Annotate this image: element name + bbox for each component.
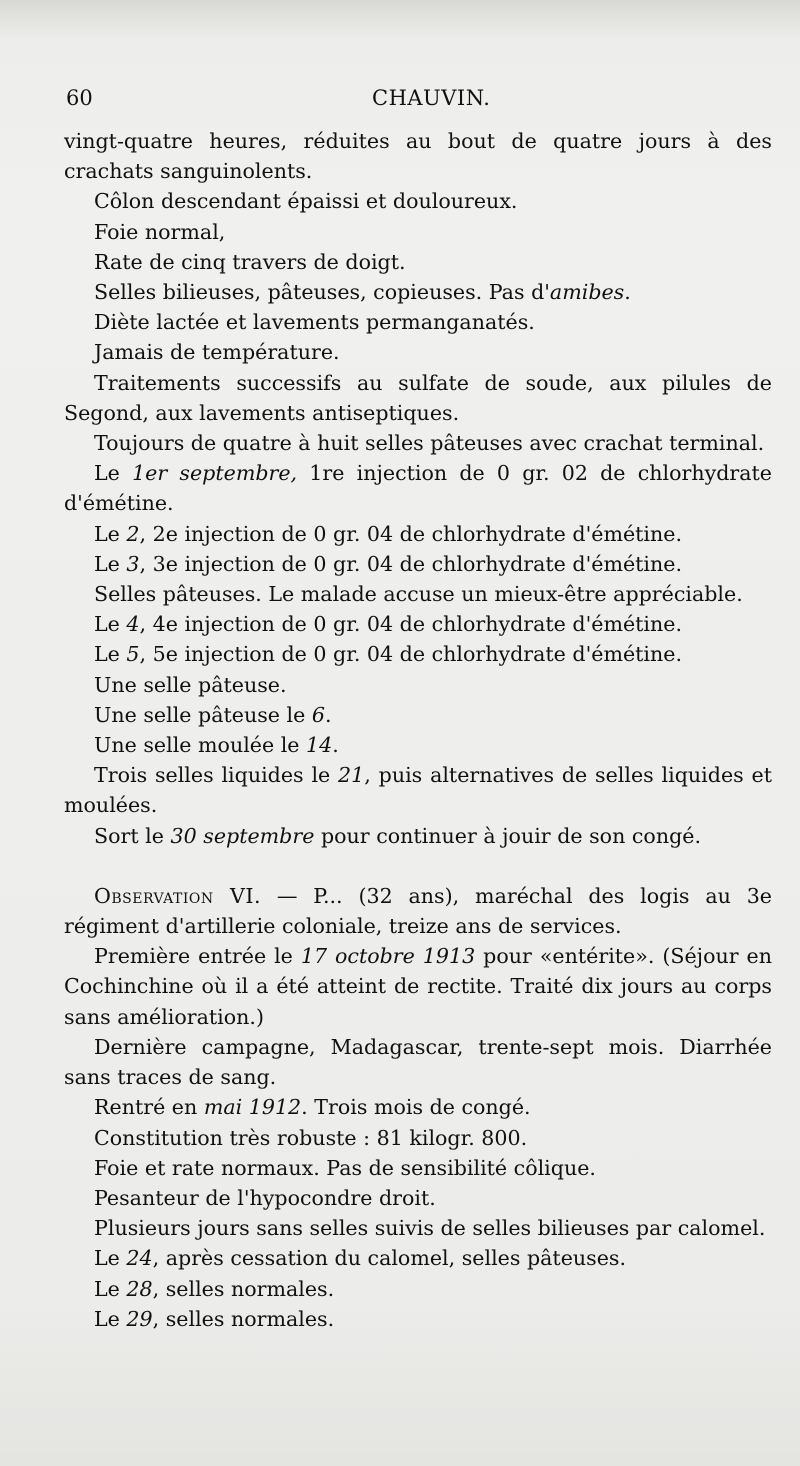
paragraph: Une selle pâteuse le 6. — [94, 702, 332, 727]
paragraph: Selles bilieuses, pâteuses, copieuses. Pas d'amibes. — [94, 280, 631, 305]
paragraph: Côlon descendant épaissi et douloureux. — [94, 189, 518, 214]
paragraph: Le 2, 2e injection de 0 gr. 04 de chlorhydrate d'émétine. — [94, 521, 683, 546]
paragraph: Une selle pâteuse. — [94, 672, 287, 697]
paragraph: Dernière campagne, Madagascar, trente-sept mois. Diarrhée sans traces de sang. — [64, 1034, 772, 1090]
paragraph: Selles pâteuses. Le malade accuse un mieux-être appréciable. — [94, 582, 743, 607]
paragraph: Toujours de quatre à huit selles pâteuses avec crachat terminal. — [94, 431, 765, 456]
page-number: 60 — [66, 86, 93, 110]
paragraph: Foie et rate normaux. Pas de sensibilité côlique. — [94, 1155, 596, 1180]
observation-heading-paragraph: Observation VI. — P... (32 ans), maréchal des logis au 3e régiment d'artillerie coloniale, treize ans de services. — [64, 883, 772, 939]
paragraph: Une selle moulée le 14. — [94, 733, 339, 758]
body-text — [64, 126, 772, 1334]
paragraph: vingt-quatre heures, réduites au bout de quatre jours à des crachats sanguinolents. — [64, 129, 772, 184]
page-header — [0, 86, 800, 116]
paragraph: Le 24, après cessation du calomel, selles pâteuses. — [94, 1246, 627, 1271]
running-head: CHAUVIN. — [372, 86, 491, 110]
paragraph: Trois selles liquides le 21, puis alternatives de selles liquides et moulées. — [64, 763, 772, 818]
paragraph: Plusieurs jours sans selles suivis de selles bilieuses par calomel. — [94, 1216, 766, 1241]
paragraph: Foie normal, — [94, 219, 226, 244]
paragraph: Le 4, 4e injection de 0 gr. 04 de chlorhydrate d'émétine. — [94, 612, 683, 637]
paragraph: Pesanteur de l'hypocondre droit. — [94, 1185, 436, 1210]
paragraph: Sort le 30 septembre pour continuer à jouir de son congé. — [94, 823, 702, 848]
paragraph: Jamais de température. — [94, 340, 340, 365]
observation-label: Observation VI. — [94, 883, 262, 908]
paragraph: Le 1er septembre, 1re injection de 0 gr. 02 de chlorhydrate d'émétine. — [64, 461, 772, 516]
paragraph: Le 29, selles normales. — [94, 1306, 335, 1331]
paragraph: Le 3, 3e injection de 0 gr. 04 de chlorhydrate d'émétine. — [94, 551, 683, 576]
paragraph: Constitution très robuste : 81 kilogr. 800. — [94, 1125, 528, 1150]
paragraph: Rate de cinq travers de doigt. — [94, 249, 406, 274]
paragraph: Rentré en mai 1912. Trois mois de congé. — [94, 1095, 531, 1120]
paragraph: Le 5, 5e injection de 0 gr. 04 de chlorhydrate d'émétine. — [94, 642, 683, 667]
paragraph: Diète lactée et lavements permanganatés. — [94, 310, 535, 335]
paragraph: Première entrée le 17 octobre 1913 pour «entérite». (Séjour en Cochinchine où il a été atteint de rectite. Traité dix jours au corps sans amélioration.) — [64, 944, 772, 1029]
paragraph: Traitements successifs au sulfate de soude, aux pilules de Segond, aux lavements antiseptiques. — [64, 370, 772, 425]
paragraph: Le 28, selles normales. — [94, 1276, 335, 1301]
